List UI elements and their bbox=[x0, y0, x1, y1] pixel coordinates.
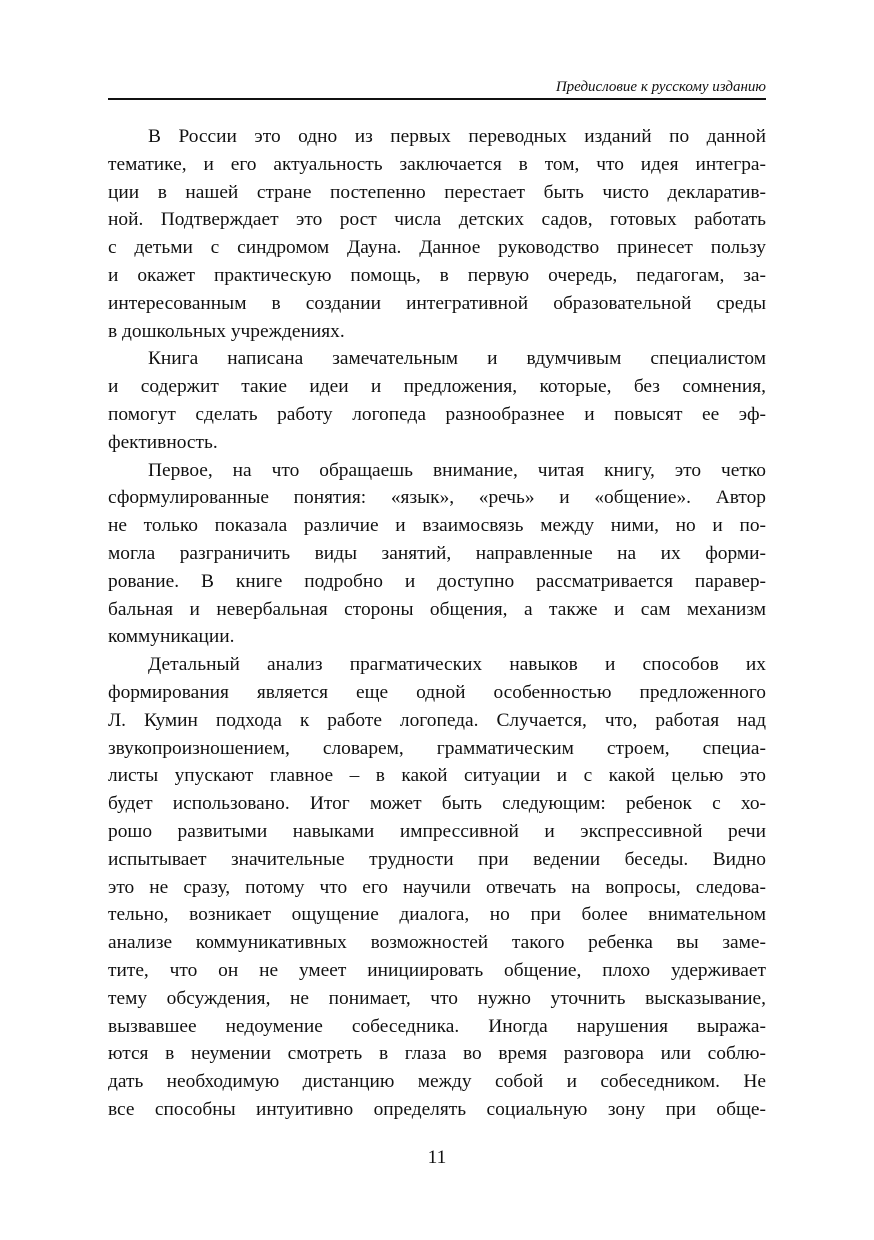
text-line: в дошкольных учреждениях. bbox=[108, 320, 345, 342]
paragraph bbox=[108, 345, 766, 456]
text-line: рование. В книге подробно и доступно рассматривается паравер- bbox=[108, 570, 766, 592]
paragraph bbox=[108, 457, 766, 652]
text-line: формирования является еще одной особенностью предложенного bbox=[108, 681, 766, 703]
text-line: коммуникации. bbox=[108, 626, 235, 648]
text-line: В России это одно из первых переводных изданий по данной bbox=[148, 126, 766, 147]
running-title: Предисловие к русскому изданию bbox=[555, 79, 766, 95]
text-line: сформулированные понятия: «язык», «речь» и «общение». Автор bbox=[108, 487, 766, 509]
text-line: фективность. bbox=[108, 431, 218, 453]
text-line: и окажет практическую помощь, в первую очередь, педагогам, за- bbox=[108, 264, 766, 286]
text-line: не только показала различие и взаимосвязь между ними, но и по- bbox=[108, 515, 766, 537]
text-line: интересованным в создании интегративной образовательной среды bbox=[108, 292, 766, 314]
text-line: Детальный анализ прагматических навыков и способов их bbox=[148, 654, 766, 676]
page-number: 11 bbox=[427, 1147, 447, 1168]
text-line: это не сразу, потому что его научили отвечать на вопросы, следова- bbox=[108, 876, 766, 898]
text-line: помогут сделать работу логопеда разнообразнее и повысят ее эф- bbox=[108, 403, 766, 425]
text-line: могла разграничить виды занятий, направленные на их форми- bbox=[108, 542, 766, 564]
text-line: все способны интуитивно определять социальную зону при обще- bbox=[108, 1098, 766, 1120]
page-body bbox=[108, 123, 766, 1124]
text-line: тельно, возникает ощущение диалога, но при более внимательном bbox=[108, 904, 766, 926]
text-line: тите, что он не умеет инициировать общение, плохо удерживает bbox=[108, 959, 766, 981]
text-line: вызвавшее недоумение собеседника. Иногда нарушения выража- bbox=[108, 1015, 766, 1037]
running-header bbox=[108, 70, 766, 100]
text-line: листы упускают главное – в какой ситуации и с какой целью это bbox=[108, 765, 766, 787]
text-line: дать необходимую дистанцию между собой и собеседником. Не bbox=[108, 1071, 766, 1093]
text-line: и содержит такие идеи и предложения, которые, без сомнения, bbox=[108, 376, 766, 398]
text-line: Книга написана замечательным и вдумчивым специалистом bbox=[148, 348, 766, 370]
paragraph bbox=[108, 651, 766, 1124]
text-line: тематике, и его актуальность заключается в том, что идея интегра- bbox=[108, 153, 766, 175]
paragraph bbox=[108, 123, 766, 345]
text-line: тему обсуждения, не понимает, что нужно уточнить высказывание, bbox=[108, 987, 766, 1009]
text-line: бальная и невербальная стороны общения, а также и сам механизм bbox=[108, 598, 766, 620]
text-line: рошо развитыми навыками импрессивной и экспрессивной речи bbox=[108, 820, 766, 842]
text-line: испытывает значительные трудности при ведении беседы. Видно bbox=[108, 848, 766, 870]
text-line: будет использовано. Итог может быть следующим: ребенок с хо- bbox=[108, 793, 766, 815]
text-line: ции в нашей стране постепенно перестает быть чисто декларатив- bbox=[108, 181, 766, 203]
text-line: ной. Подтверждает это рост числа детских садов, готовых работать bbox=[108, 209, 766, 231]
text-line: Л. Кумин подхода к работе логопеда. Случается, что, работая над bbox=[108, 709, 766, 731]
text-line: анализе коммуникативных возможностей такого ребенка вы заме- bbox=[108, 932, 766, 954]
text-line: звукопроизношением, словарем, грамматическим строем, специа- bbox=[108, 737, 766, 759]
text-line: Первое, на что обращаешь внимание, читая книгу, это четко bbox=[148, 459, 766, 481]
text-line: ются в неумении смотреть в глаза во время разговора или соблю- bbox=[108, 1043, 766, 1065]
text-line: с детьми с синдромом Дауна. Данное руководство принесет пользу bbox=[108, 237, 766, 259]
